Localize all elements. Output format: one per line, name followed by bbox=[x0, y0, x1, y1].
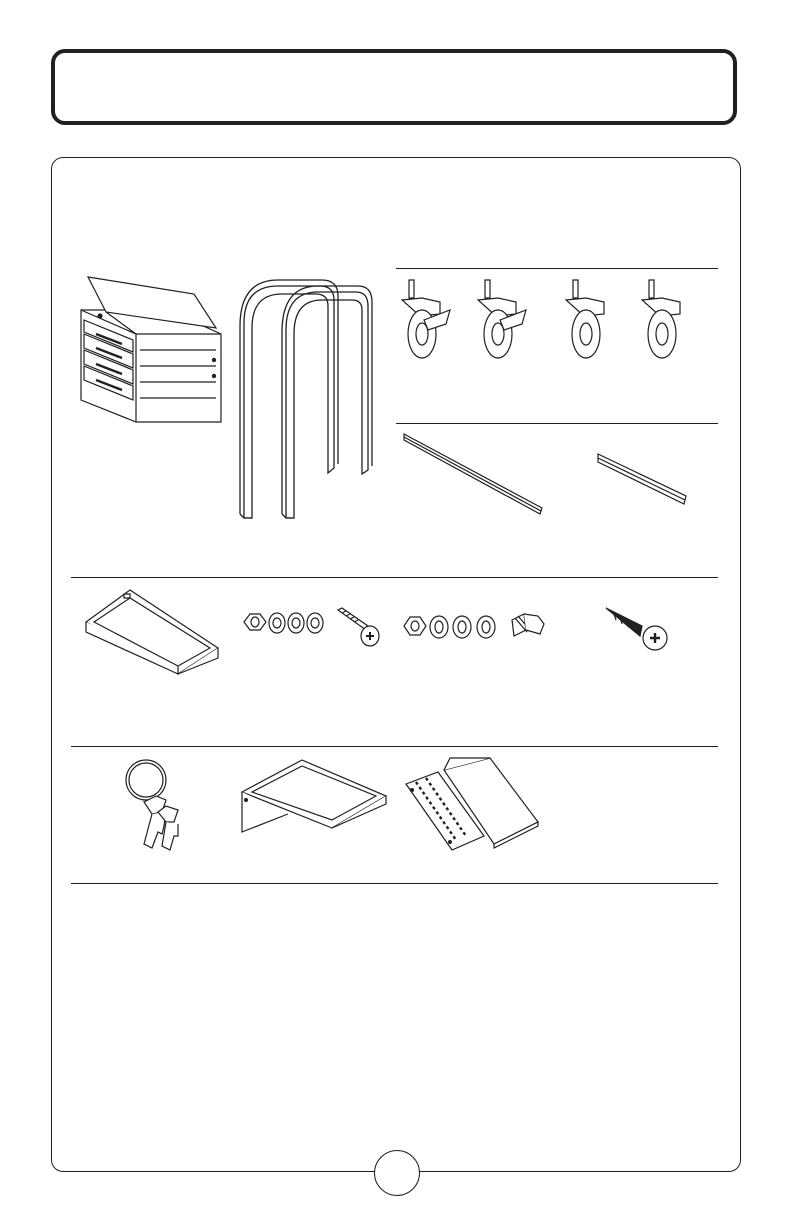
bolt-set-icon bbox=[402, 606, 546, 646]
tool-chest-icon bbox=[76, 272, 224, 427]
rail-icon bbox=[596, 452, 688, 506]
divider-rails-top bbox=[396, 423, 718, 424]
tray-icon bbox=[84, 586, 220, 678]
screw-icon bbox=[604, 606, 670, 652]
page-number-badge bbox=[374, 1150, 420, 1196]
shelf-icon bbox=[240, 756, 388, 836]
pegboard-bin-icon bbox=[404, 756, 540, 856]
keys-icon bbox=[122, 756, 186, 852]
caster-with-brake-1 bbox=[402, 280, 450, 358]
caster-icon bbox=[400, 278, 700, 360]
caster-with-brake-2 bbox=[478, 280, 526, 358]
divider-casters-top bbox=[396, 268, 718, 269]
divider-row2-top bbox=[71, 577, 718, 578]
title-frame bbox=[51, 49, 737, 125]
rail-icon bbox=[402, 432, 544, 516]
divider-row3-bottom bbox=[71, 883, 718, 884]
divider-row3-top bbox=[71, 746, 718, 747]
bolt-set-icon bbox=[242, 604, 384, 652]
u-handle-icon bbox=[238, 278, 378, 523]
caster-plain-2 bbox=[642, 280, 680, 358]
caster-plain-1 bbox=[566, 280, 604, 358]
